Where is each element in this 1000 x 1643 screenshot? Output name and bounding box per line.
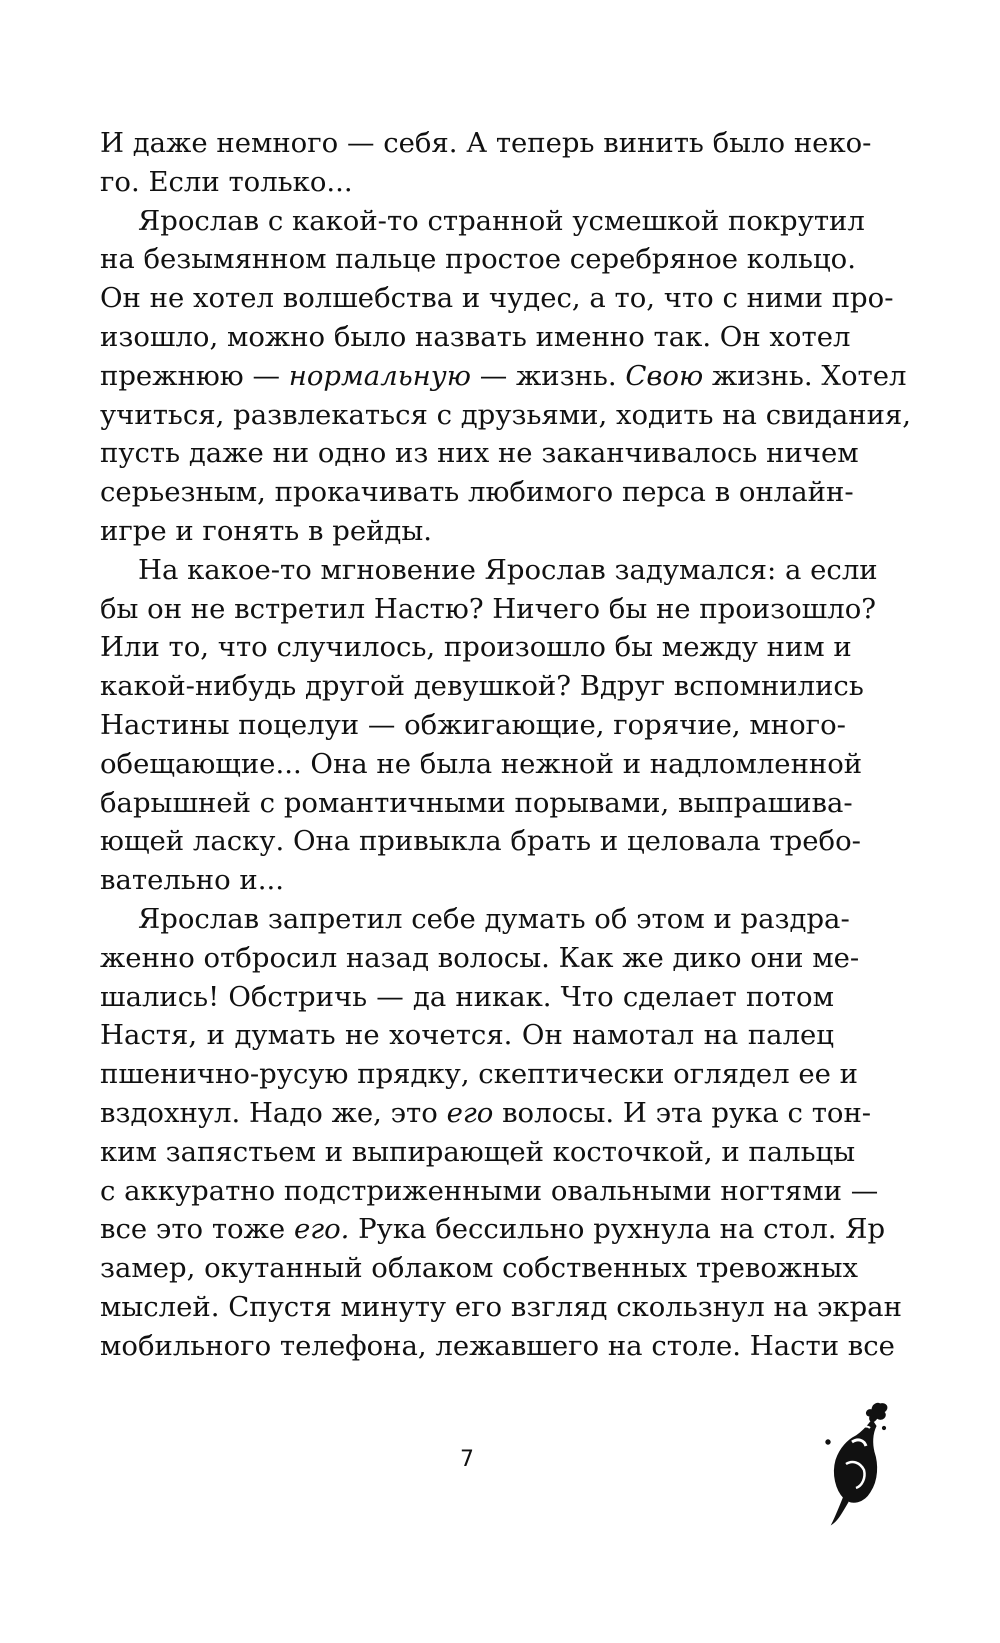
text-line: Настины поцелуи — обжигающие, горячие, много- bbox=[100, 708, 846, 741]
text-line: ющей ласку. Она привыкла брать и целовала требо- bbox=[100, 825, 861, 858]
text-line: серьезным, прокачивать любимого перса в онлайн- bbox=[100, 476, 854, 509]
text-line: учиться, развлекаться с друзьями, ходить на свидания, bbox=[100, 398, 911, 431]
text-line: все это тоже его. Рука бессильно рухнула на стол. Яр bbox=[100, 1213, 886, 1246]
text-line: го. Если только... bbox=[100, 165, 353, 198]
text-line: мобильного телефона, лежавшего на столе. Насти все bbox=[100, 1329, 895, 1362]
text-line: барышней с романтичными порывами, выпрашива- bbox=[100, 786, 853, 819]
text-line: изошло, можно было назвать именно так. Он хотел bbox=[100, 320, 851, 353]
page-number: 7 bbox=[460, 1447, 474, 1472]
text-line: На какое-то мгновение Ярослав задумался: а если bbox=[138, 553, 878, 586]
body-text bbox=[100, 124, 911, 1366]
text-line: на безымянном пальце простое серебряное кольцо. bbox=[100, 243, 856, 276]
text-line: пшенично-русую прядку, скептически оглядел ее и bbox=[100, 1058, 858, 1091]
text-line: пусть даже ни одно из них не заканчивалось ничем bbox=[100, 437, 859, 470]
text-line: мыслей. Спустя минуту его взгляд скользнул на экран bbox=[100, 1290, 902, 1323]
decorative-ornament-icon bbox=[822, 1398, 892, 1528]
text-line: женно отбросил назад волосы. Как же дико они ме- bbox=[100, 941, 860, 974]
text-line: Или то, что случилось, произошло бы между ним и bbox=[100, 631, 852, 664]
text-line: игре и гонять в рейды. bbox=[100, 514, 432, 547]
text-line: Он не хотел волшебства и чудес, а то, что с ними про- bbox=[100, 282, 894, 315]
text-line: ким запястьем и выпирающей косточкой, и пальцы bbox=[100, 1135, 856, 1168]
text-line: обещающие... Она не была нежной и надломленной bbox=[100, 747, 863, 780]
text-line: И даже немного — себя. А теперь винить было неко- bbox=[100, 127, 872, 159]
text-line: с аккуратно подстриженными овальными ногтями — bbox=[100, 1174, 879, 1207]
text-line: Настя, и думать не хочется. Он намотал на палец bbox=[100, 1019, 834, 1052]
text-line: прежнюю — нормальную — жизнь. Свою жизнь. Хотел bbox=[100, 359, 907, 392]
text-line: Ярослав запретил себе думать об этом и раздра- bbox=[138, 902, 850, 935]
text-line: бы он не встретил Настю? Ничего бы не произошло? bbox=[100, 592, 877, 625]
text-line: Ярослав с какой-то странной усмешкой покрутил bbox=[138, 204, 865, 237]
text-line: вздохнул. Надо же, это его волосы. И эта рука с тон- bbox=[100, 1096, 872, 1129]
text-line: шались! Обстричь — да никак. Что сделает потом bbox=[100, 980, 834, 1013]
text-line: замер, окутанный облаком собственных тревожных bbox=[100, 1252, 858, 1285]
text-line: какой-нибудь другой девушкой? Вдруг вспомнились bbox=[100, 670, 864, 703]
text-line: вательно и... bbox=[100, 864, 284, 897]
